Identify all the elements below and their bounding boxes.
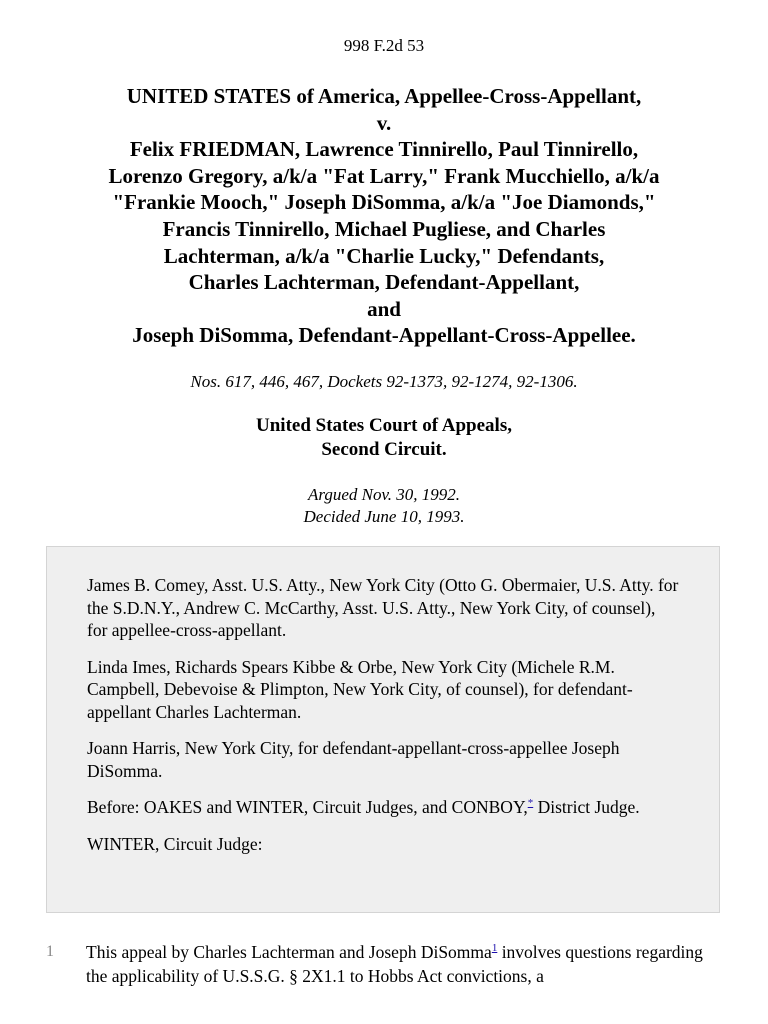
caption-line: Joseph DiSomma, Defendant-Appellant-Cross-Appellee. <box>132 323 636 348</box>
caption-line: "Frankie Mooch," Joseph DiSomma, a/k/a "Joe Diamonds," <box>112 190 656 215</box>
panel-judges <box>87 796 679 819</box>
counsel-lachterman: Linda Imes, Richards Spears Kibbe & Orbe, New York City (Michele R.M. Campbell, Debevoise & Plimpton, New York City, of counsel), for defendant-appellant Charles Lachterman. <box>87 656 633 722</box>
paragraph-text <box>86 940 718 988</box>
decided-date: Decided June 10, 1993. <box>303 507 465 526</box>
caption-line: UNITED STATES of America, Appellee-Cross-Appellant, <box>126 84 642 108</box>
case-citation: 998 F.2d 53 <box>343 36 425 55</box>
caption-line: Lorenzo Gregory, a/k/a "Fat Larry," Frank Mucchiello, a/k/a <box>108 163 660 188</box>
opinion-author: WINTER, Circuit Judge: <box>87 833 263 854</box>
footnote-1-link[interactable]: 1 <box>491 942 498 955</box>
paragraph-text-start: This appeal by Charles Lachterman and Joseph DiSomma <box>86 942 492 962</box>
footnote-star-link[interactable]: * <box>527 797 534 810</box>
counsel-disomma: Joann Harris, New York City, for defendant-appellant-cross-appellee Joseph DiSomma. <box>87 738 620 781</box>
caption-line: Charles Lachterman, Defendant-Appellant, <box>188 270 580 295</box>
panel-judges-suffix: District Judge. <box>533 797 640 817</box>
panel-judges-text: Before: OAKES and WINTER, Circuit Judges, and CONBOY, <box>87 797 528 817</box>
court-name <box>0 414 768 462</box>
case-caption <box>20 83 748 349</box>
court-name-line: United States Court of Appeals, <box>256 415 512 436</box>
caption-line: v. <box>376 110 392 135</box>
docket-numbers: Nos. 617, 446, 467, Dockets 92-1373, 92-1274, 92-1306. <box>190 372 578 391</box>
paragraph-text-end: involves questions regarding the applicability of U.S.S.G. § 2X1.1 to Hobbs Act convictions, a <box>86 942 703 986</box>
counsel-panel <box>46 546 720 913</box>
caption-line: Felix FRIEDMAN, Lawrence Tinnirello, Paul Tinnirello, <box>129 137 639 162</box>
case-dates <box>0 484 768 528</box>
court-circuit-line: Second Circuit. <box>321 439 447 460</box>
argued-date: Argued Nov. 30, 1992. <box>307 485 461 504</box>
caption-line: Francis Tinnirello, Michael Pugliese, and Charles <box>162 216 606 241</box>
caption-line: and <box>367 296 401 321</box>
caption-line: Lachterman, a/k/a "Charlie Lucky," Defendants, <box>163 243 605 268</box>
paragraph-number: 1 <box>46 943 54 960</box>
counsel-appellee: James B. Comey, Asst. U.S. Atty., New York City (Otto G. Obermaier, U.S. Atty. for the S.D.N.Y., Andrew C. McCarthy, Asst. U.S. Atty., New York City, of counsel), for appellee-cross-appellant. <box>87 575 679 640</box>
